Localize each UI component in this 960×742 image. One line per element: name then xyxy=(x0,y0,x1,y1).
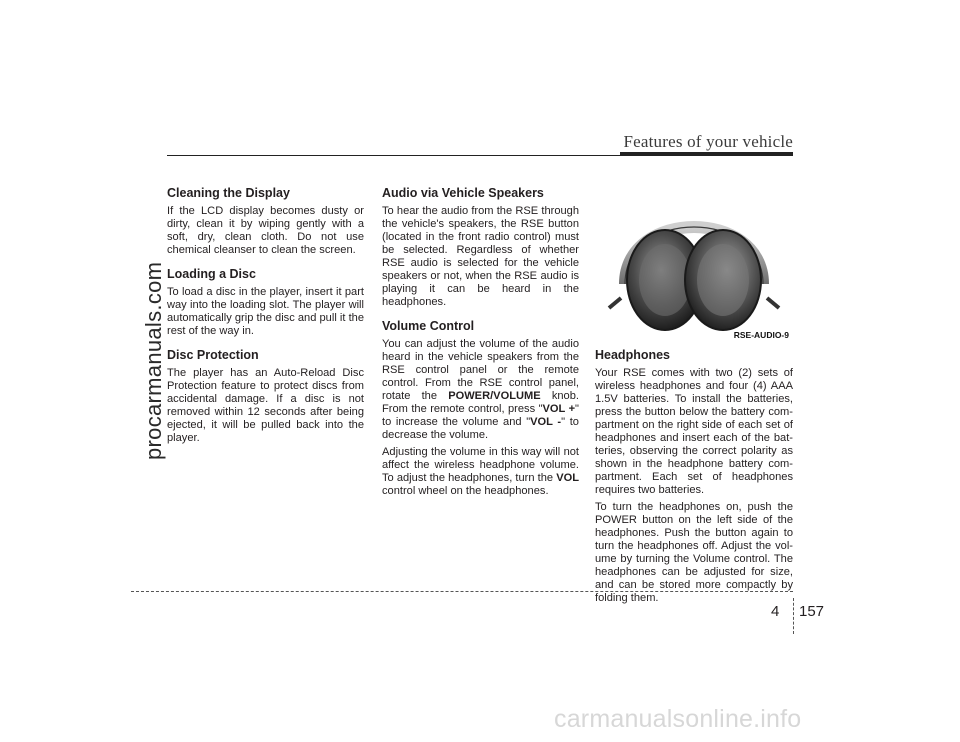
control-name: VOL + xyxy=(542,403,576,415)
text-run: " to decrease the volume. xyxy=(382,416,579,441)
section-speakers xyxy=(382,186,579,309)
section-protection xyxy=(167,348,364,445)
section-heading: Headphones xyxy=(595,348,671,362)
section-body: To load a disc in the player, insert it part way into the loading slot. The player will automatically grip the disc and pull it the rest of the way in. xyxy=(167,286,364,337)
section-heading: Loading a Disc xyxy=(167,267,256,281)
header-title: Features of your vehicle xyxy=(623,132,793,151)
section-body: The player has an Auto-Reload Disc Protection feature to protect discs from accidental damage. If a disc is not removed within 12 seconds after being ejected, it will be pulled back into the player. xyxy=(167,367,364,444)
section-heading: Volume Control xyxy=(382,319,475,333)
chapter-number: 4 xyxy=(771,603,780,620)
section-heading: Audio via Vehicle Speakers xyxy=(382,186,544,200)
headphones-illustration xyxy=(595,188,793,344)
text-run: You can adjust the volume of the audio heard in the vehicle speakers from the RSE control panel or the remote control. From the RSE control panel, rotate the xyxy=(382,338,579,402)
side-watermark: procarmanuals.com xyxy=(141,261,166,460)
section-body: If the LCD display becomes dusty or dirty, clean it by wiping gently with a soft, dry, clean cloth. Do not use chemical cleanser to clean the screen. xyxy=(167,205,364,256)
section-heading: Cleaning the Display xyxy=(167,186,290,200)
column-right xyxy=(595,348,793,615)
column-middle xyxy=(382,186,579,508)
section-loading xyxy=(167,267,364,338)
text-run: Adjusting the volume in this way will not affect the wireless headphone volume. To adjust the headphones, turn the xyxy=(382,446,579,484)
text-run: " to increase the volume and " xyxy=(382,403,579,428)
section-volume xyxy=(382,319,579,498)
site-watermark: carmanualsonline.info xyxy=(554,705,802,733)
control-name: VOL - xyxy=(530,416,562,428)
section-body xyxy=(382,338,579,442)
text-run: knob. From the remote control, press " xyxy=(382,390,579,415)
section-body: To turn the headphones on, push the POWER button on the left side of the headphones. Push the button again to turn the headphones off. Adjust the vol-ume by turning the Volume control. The headphones can be adjusted for size, and can be stored more compactly by folding them. xyxy=(595,501,793,604)
section-body: To hear the audio from the RSE through the vehicle's speakers, the RSE button (located in the front radio control) must be selected. Regardless of whether RSE audio is selected for the vehicle speakers or not, when the RSE audio is playing it can be heard in the headphones. xyxy=(382,205,579,308)
column-left xyxy=(167,186,364,455)
headphones-figure xyxy=(595,188,793,344)
figure-caption: RSE-AUDIO-9 xyxy=(733,330,789,340)
section-body xyxy=(382,446,579,498)
control-name: POWER/VOLUME xyxy=(448,390,541,402)
header-rule-accent xyxy=(620,152,793,156)
footer-rule xyxy=(131,591,793,592)
page-number: 157 xyxy=(799,603,825,620)
section-cleaning xyxy=(167,186,364,257)
section-body: Your RSE comes with two (2) sets of wireless headphones and four (4) AAA 1.5V batteries. To install the batteries, press the button below the battery com-partment on the right side of each set of headphones and insert each of the bat-teries, observing the correct polarity as shown in the headphone battery com-partment. Each set of headphones requires two batteries. xyxy=(595,367,793,496)
text-run: control wheel on the headphones. xyxy=(382,485,549,497)
control-name: VOL xyxy=(556,472,579,484)
section-headphones xyxy=(595,348,793,605)
section-heading: Disc Protection xyxy=(167,348,259,362)
footer-divider xyxy=(793,598,794,634)
